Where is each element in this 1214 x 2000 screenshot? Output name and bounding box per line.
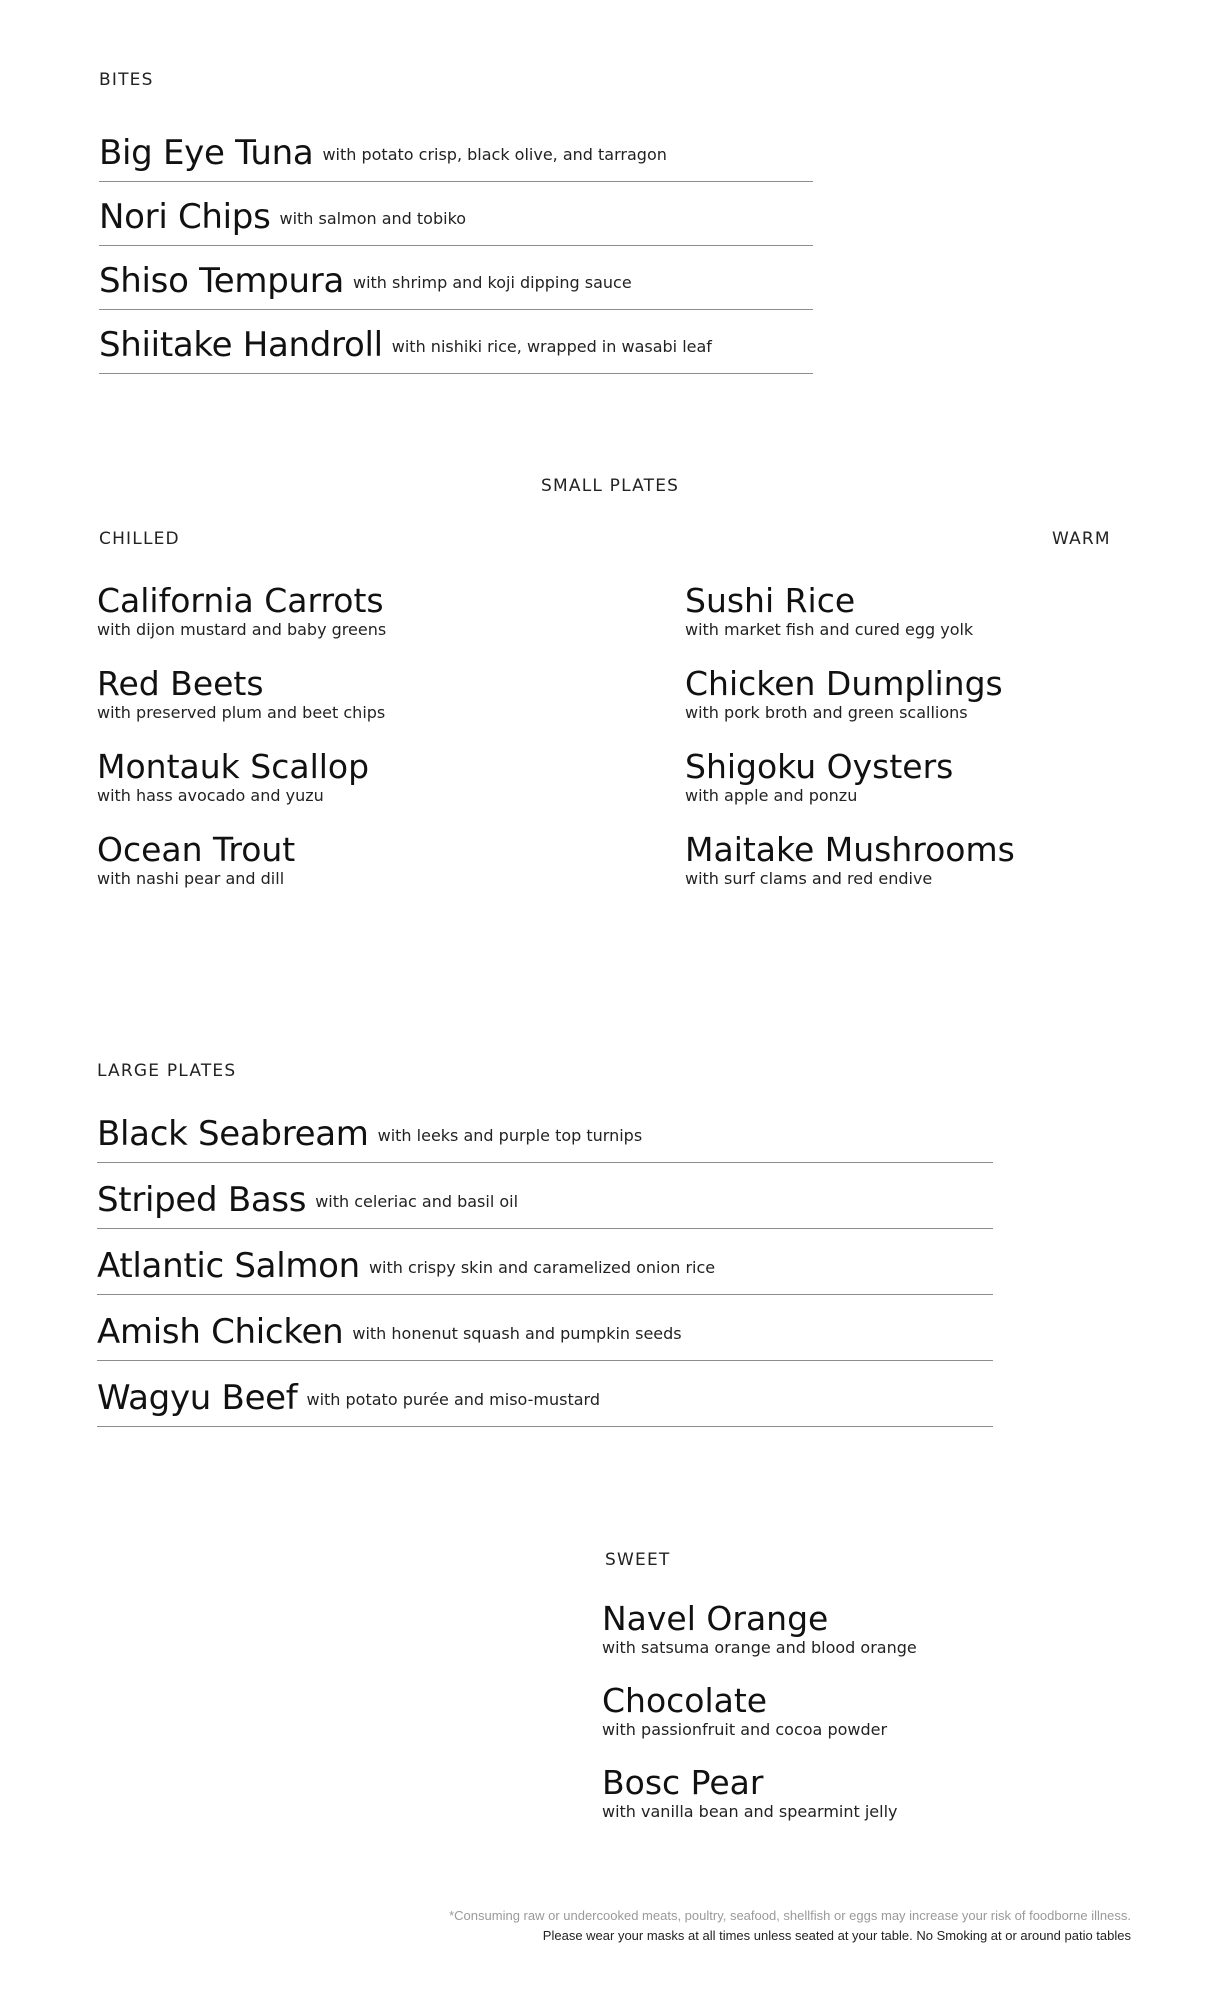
menu-item bbox=[97, 1361, 993, 1427]
item-name: Shiso Tempura bbox=[99, 261, 344, 301]
item-name: Shiitake Handroll bbox=[99, 325, 383, 365]
menu-item bbox=[97, 748, 386, 831]
chilled-heading: CHILLED bbox=[99, 529, 180, 549]
footer bbox=[449, 1906, 1131, 1946]
item-name: Wagyu Beef bbox=[97, 1378, 298, 1418]
item-name: Striped Bass bbox=[97, 1180, 307, 1220]
item-name: Chocolate bbox=[602, 1681, 768, 1720]
menu-item bbox=[602, 1764, 917, 1846]
item-description: with celeriac and basil oil bbox=[315, 1192, 519, 1211]
menu-item bbox=[97, 582, 386, 665]
menu-item bbox=[602, 1600, 917, 1682]
item-name: Amish Chicken bbox=[97, 1312, 344, 1352]
item-description: with leeks and purple top turnips bbox=[377, 1126, 643, 1145]
item-name: Red Beets bbox=[97, 664, 264, 703]
menu-item bbox=[97, 1163, 993, 1229]
menu-item bbox=[97, 1295, 993, 1361]
mask-notice: Please wear your masks at all times unless seated at your table. No Smoking at or around patio tables bbox=[542, 1928, 1131, 1943]
menu-item bbox=[685, 748, 1015, 831]
item-name: Chicken Dumplings bbox=[685, 664, 1003, 703]
sweet-heading: SWEET bbox=[605, 1550, 671, 1570]
item-description: with preserved plum and beet chips bbox=[97, 703, 386, 722]
item-description: with crispy skin and caramelized onion rice bbox=[368, 1258, 716, 1277]
item-description: with satsuma orange and blood orange bbox=[602, 1638, 917, 1657]
item-name: Black Seabream bbox=[97, 1114, 369, 1154]
menu-item bbox=[685, 831, 1015, 914]
item-description: with vanilla bean and spearmint jelly bbox=[602, 1802, 898, 1821]
item-name: Bosc Pear bbox=[602, 1763, 764, 1802]
warm-list bbox=[685, 582, 1015, 914]
menu-item bbox=[685, 582, 1015, 665]
item-description: with nashi pear and dill bbox=[97, 869, 285, 888]
bites-heading: BITES bbox=[99, 70, 154, 90]
item-name: California Carrots bbox=[97, 581, 384, 620]
menu-item bbox=[97, 665, 386, 748]
menu-item bbox=[99, 310, 813, 374]
menu-item bbox=[97, 831, 386, 914]
menu-item bbox=[97, 1097, 993, 1163]
menu-item bbox=[602, 1682, 917, 1764]
small-plates-heading: SMALL PLATES bbox=[541, 476, 680, 496]
item-description: with nishiki rice, wrapped in wasabi leaf bbox=[391, 337, 712, 356]
large-plates-heading: LARGE PLATES bbox=[97, 1061, 237, 1081]
menu-item bbox=[97, 1229, 993, 1295]
item-name: Big Eye Tuna bbox=[99, 133, 314, 173]
item-name: Montauk Scallop bbox=[97, 747, 370, 786]
warm-heading: WARM bbox=[1052, 529, 1111, 549]
menu-item bbox=[99, 246, 813, 310]
item-description: with market fish and cured egg yolk bbox=[685, 620, 974, 639]
item-description: with pork broth and green scallions bbox=[685, 703, 968, 722]
item-description: with apple and ponzu bbox=[685, 786, 858, 805]
item-name: Maitake Mushrooms bbox=[685, 830, 1015, 869]
item-description: with passionfruit and cocoa powder bbox=[602, 1720, 888, 1739]
large-plates-list bbox=[97, 1097, 993, 1427]
chilled-list bbox=[97, 582, 386, 914]
menu-item bbox=[99, 118, 813, 182]
item-name: Atlantic Salmon bbox=[97, 1246, 360, 1286]
item-description: with potato purée and miso-mustard bbox=[306, 1390, 600, 1409]
item-name: Ocean Trout bbox=[97, 830, 296, 869]
bites-list bbox=[99, 118, 813, 374]
menu-item bbox=[99, 182, 813, 246]
menu-item bbox=[685, 665, 1015, 748]
item-name: Shigoku Oysters bbox=[685, 747, 954, 786]
item-name: Sushi Rice bbox=[685, 581, 856, 620]
sweet-list bbox=[602, 1600, 917, 1846]
item-description: with potato crisp, black olive, and tarragon bbox=[322, 145, 667, 164]
item-name: Navel Orange bbox=[602, 1599, 829, 1638]
item-description: with surf clams and red endive bbox=[685, 869, 933, 888]
foodborne-illness-disclaimer: *Consuming raw or undercooked meats, poultry, seafood, shellfish or eggs may increase your risk of foodborne illness. bbox=[449, 1908, 1131, 1923]
item-description: with hass avocado and yuzu bbox=[97, 786, 324, 805]
item-description: with honenut squash and pumpkin seeds bbox=[352, 1324, 682, 1343]
item-description: with shrimp and koji dipping sauce bbox=[352, 273, 632, 292]
item-description: with dijon mustard and baby greens bbox=[97, 620, 387, 639]
item-name: Nori Chips bbox=[99, 197, 271, 237]
item-description: with salmon and tobiko bbox=[279, 209, 467, 228]
